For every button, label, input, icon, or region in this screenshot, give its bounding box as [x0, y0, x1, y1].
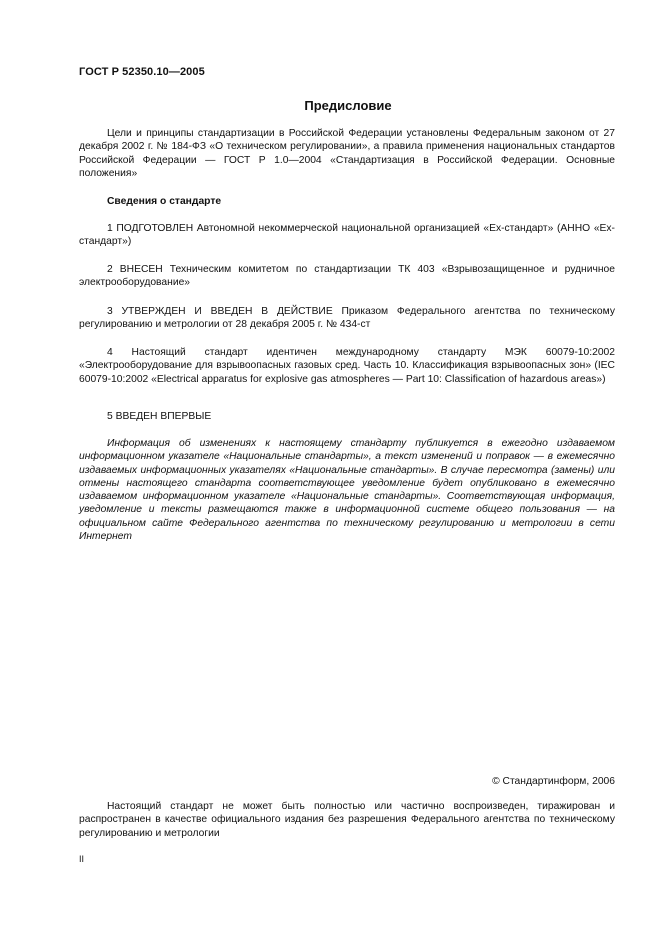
list-item: 4 Настоящий стандарт идентичен международному стандарту МЭК 60079-10:2002 «Электрооборудование для взрывоопасных газовых сред. Часть 10. Классификация взрывоопасных зон» (IEC 60079-10:2002 «Electrical apparatus for explosive gas atmospheres — Part 10: Classification of hazardous areas») [79, 347, 615, 385]
list-item: 3 УТВЕРЖДЕН И ВВЕДЕН В ДЕЙСТВИЕ Приказом Федерального агентства по техническому регулированию и метрологии от 28 декабря 2005 г. № 434-ст [79, 306, 615, 331]
copyright-notice: © Стандартинформ, 2006 [492, 776, 615, 787]
reproduction-notice: Настоящий стандарт не может быть полностью или частично воспроизведен, тиражирован и распространен в качестве официального издания без разрешения Федерального агентства по техническому регулированию и метрологии [79, 801, 615, 839]
list-item: 5 ВВЕДЕН ВПЕРВЫЕ [107, 411, 212, 422]
page-number: II [79, 854, 85, 864]
list-item: 2 ВНЕСЕН Техническим комитетом по стандартизации ТК 403 «Взрывозащищенное и рудничное электрооборудование» [79, 264, 615, 289]
intro-paragraph: Цели и принципы стандартизации в Российской Федерации установлены Федеральным законом от 27 декабря 2002 г. № 184-ФЗ «О техническом регулировании», а правила применения национальных стандартов Российской Федерации — ГОСТ Р 1.0—2004 «Стандартизация в Российской Федерации. Основные положения» [79, 128, 615, 179]
document-code-header: ГОСТ Р 52350.10—2005 [79, 66, 205, 78]
section-heading: Сведения о стандарте [107, 196, 222, 207]
list-item: 1 ПОДГОТОВЛЕН Автономной некоммерческой национальной организацией «Ех-стандарт» (АННО «Ех-стандарт») [79, 223, 615, 248]
information-notice: Информация об изменениях к настоящему стандарту публикуется в ежегодно издаваемом информационном указателе «Национальные стандарты», а текст изменений и поправок — в ежемесячно издаваемых информационных указателях «Национальные стандарты». В случае пересмотра (замены) или отмены настоящего стандарта соответствующее уведомление будет опубликовано в ежемесячно издаваемом информационном указателе «Национальные стандарты». Соответствующая информация, уведомление и тексты размещаются также в информационной системе общего пользования — на официальном сайте Федерального агентства по техническому регулированию и метрологии в сети Интернет [79, 438, 615, 543]
page-title: Предисловие [304, 98, 392, 113]
